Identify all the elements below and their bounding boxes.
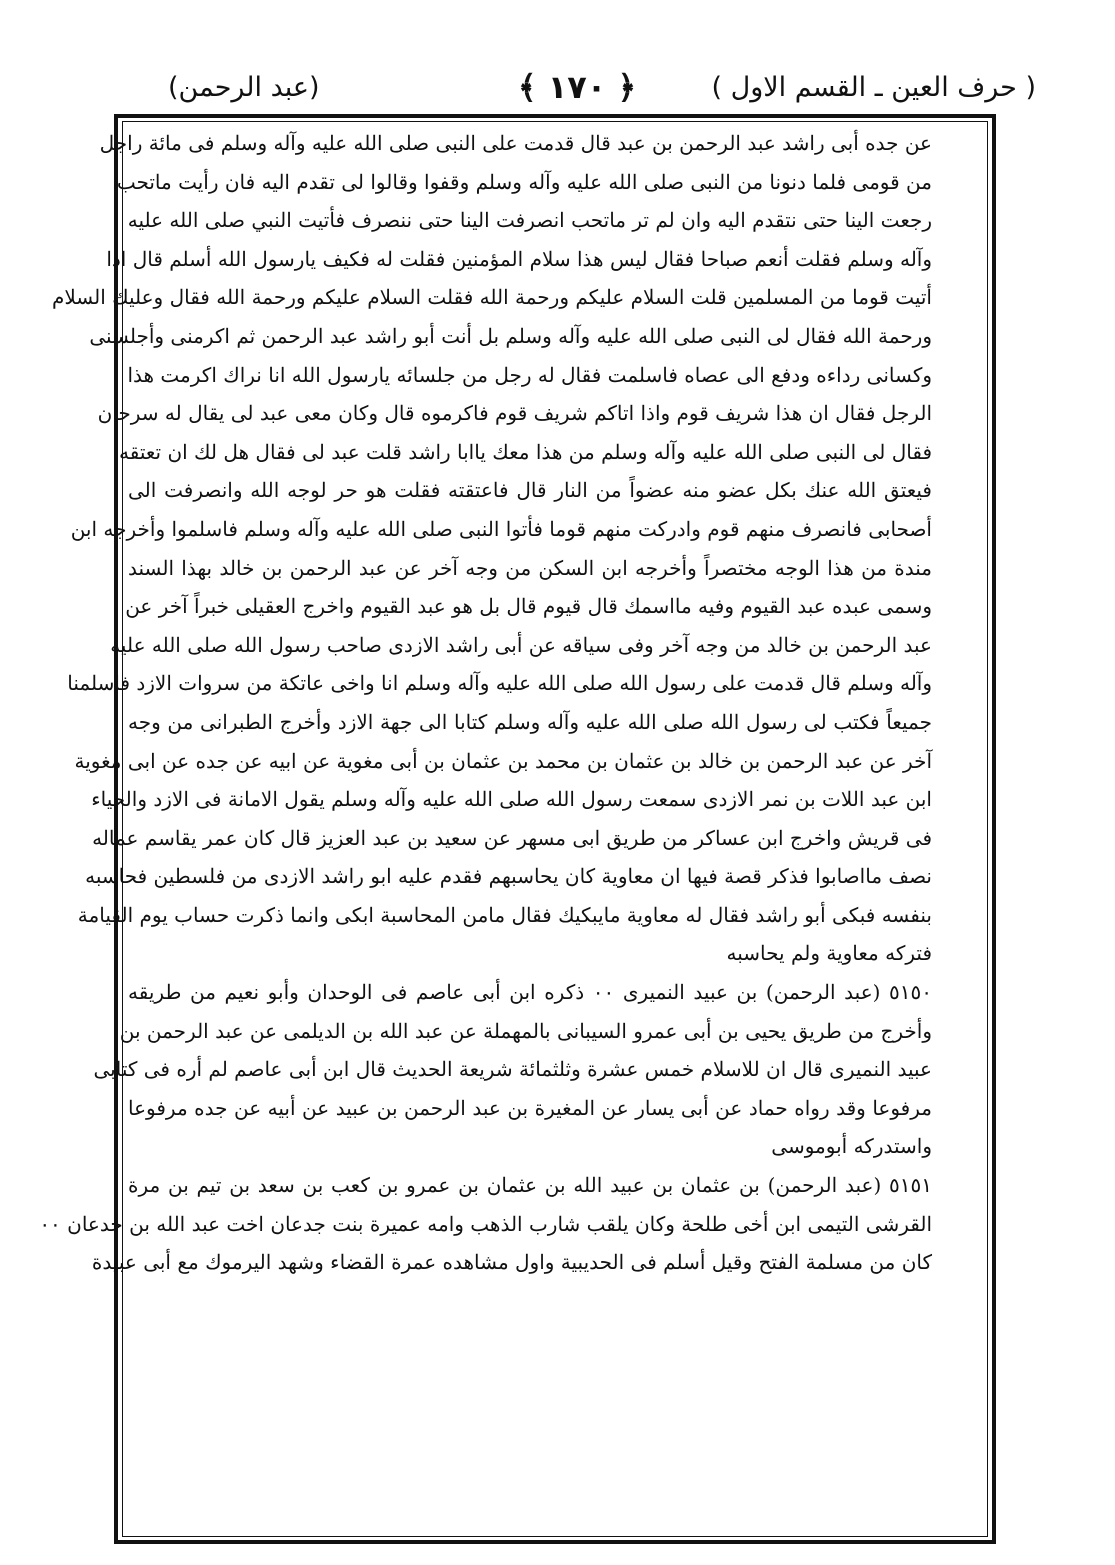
text-line: جميعاً فكتب لى رسول الله صلى الله عليه وآله وسلم كتابا الى جهة الازد وأخرج الطبرانى من وجه — [128, 709, 932, 734]
text-line: مرفوعا وقد رواه حماد عن أبى يسار عن المغيرة بن عبد الرحمن بن عبيد عن أبيه عن جده مرفوعا — [128, 1095, 932, 1120]
text-line: وأخرج من طريق يحيى بن أبى عمرو السيبانى بالمهملة عن عبد الله بن الديلمى عن عبد الرحمن بن — [119, 1018, 932, 1043]
text-line: الرجل فقال ان هذا شريف قوم واذا اتاكم شريف قوم فاكرموه قال وكان معى عبد لى يقال له سرحان — [97, 401, 932, 426]
text-line: آخر عن عبد الرحمن بن خالد بن عثمان بن محمد بن عثمان بن أبى مغوية عن ابيه عن جده عن ابى مغوية — [74, 748, 932, 773]
page-body — [39, 124, 933, 1529]
text-line: ورحمة الله فقال لى النبى صلى الله عليه وآله وسلم بل أنت أبو راشد عبد الرحمن ثم اكرمنى وأجلسنى — [89, 323, 932, 348]
text-line: أتيت قوما من المسلمين قلت السلام عليكم ورحمة الله فقلت السلام عليكم ورحمة الله فقال وعليك السلام — [51, 285, 932, 310]
running-head-entry: (عبد الرحمن) — [168, 72, 320, 103]
paragraph-end-line: فتركه معاوية ولم يحاسبه — [726, 941, 932, 966]
page-header — [118, 68, 1036, 112]
text-line: عن جده أبى راشد عبد الرحمن بن عبد قال قدمت على النبى صلى الله عليه وآله وسلم فى مائة راجل — [99, 131, 932, 155]
text-line: رجعت الينا حتى نتقدم اليه وان لم تر ماتحب انصرفت الينا حتى ننصرف فأتيت النبي صلى الله عليه — [127, 208, 932, 233]
text-line: بنفسه فبكى أبو راشد فقال له معاوية مايبكيك فقال مامن المحاسبة ابكى وانما ذكرت حساب يوم القيامة — [77, 902, 932, 927]
text-line: وسمى عبده عبد القيوم وفيه مااسمك قال قيوم قال بل هو عبد القيوم واخرج العقيلى خبراً آخر عن — [125, 594, 932, 619]
page-number: ﴿ ١٧٠ ﴾ — [517, 68, 637, 106]
text-line: ابن عبد اللات بن نمر الازدى سمعت رسول الله صلى الله عليه وآله وسلم يقول الامانة فى الازد والحياء — [91, 787, 932, 812]
paragraph-end-line: واستدركه أبوموسى — [771, 1134, 932, 1159]
text-line: نصف مااصابوا فذكر قصة فيها ان معاوية كان يحاسبهم فقدم عليه ابو راشد الازدى من فلسطين فحاسبه — [85, 864, 932, 889]
text-line: عبيد النميرى قال ان للاسلام خمس عشرة وثلثمائة شريعة الحديث قال ابن أبى عاصم لم أره فى كتابى — [93, 1057, 932, 1082]
running-head-section: ( حرف العين ـ القسم الاول ) — [711, 72, 1036, 103]
text-line: فقال لى النبى صلى الله عليه وآله وسلم من هذا معك ياابا راشد قلت عبد لى فقال هل لك ان تعتقه — [119, 439, 932, 464]
text-line: كان من مسلمة الفتح وقيل أسلم فى الحديبية واول مشاهده عمرة القضاء وشهد اليرموك مع أبى عبيدة — [91, 1250, 932, 1275]
entry-5151-heading-line: ٥١٥١ (عبد الرحمن) بن عثمان بن عبيد الله بن عثمان بن عمرو بن كعب بن سعد بن تيم بن مرة — [128, 1173, 932, 1198]
text-line: وآله وسلم قال قدمت على رسول الله صلى الله عليه وآله وسلم انا واخى عاتكة من سروات الازد فاسلمنا — [67, 671, 932, 696]
entry-5150-heading-line: ٥١٥٠ (عبد الرحمن) بن عبيد النميرى ٠٠ ذكره ابن أبى عاصم فى الوحدان وأبو نعيم من طريقه — [128, 980, 933, 1005]
text-line: فيعتق الله عنك بكل عضو منه عضواً من النار قال فاعتقته فقلت هو حر لوجه الله وانصرفت الى — [128, 478, 932, 503]
text-line: من قومى فلما دنونا من النبى صلى الله عليه وآله وسلم وقفوا وقالوا لى تقدم اليه فان رأيت ماتحب — [116, 169, 932, 194]
text-line: القرشى التيمى ابن أخى طلحة وكان يلقب شارب الذهب وامه عميرة بنت جدعان اخت عبد الله بن جدعان ٠٠ — [39, 1211, 932, 1236]
text-line: وآله وسلم فقلت أنعم صباحا فقال ليس هذا سلام المؤمنين فقلت له فكيف يارسول الله أسلم قال اذا — [106, 246, 932, 271]
text-line: أصحابى فانصرف منهم قوم وادركت منهم قوما فأتوا النبى صلى الله عليه وآله وسلم فاسلموا وأخرجه ابن — [70, 516, 932, 541]
text-line: مندة من هذا الوجه مختصراً وأخرجه ابن السكن من وجه آخر عن عبد الرحمن بن خالد بهذا السند — [128, 555, 932, 580]
text-line: وكسانى رداءه ودفع الى عصاه فاسلمت فقال له رجل من جلسائه يارسول الله انا نراك اكرمت هذا — [127, 362, 932, 387]
text-line: فى قريش واخرج ابن عساكر من طريق ابى مسهر عن سعيد بن عبد العزيز قال كان عمر يقاسم عماله — [92, 825, 932, 850]
text-line: عبد الرحمن بن خالد من وجه آخر وفى سياقه عن أبى راشد الازدى صاحب رسول الله صلى الله عليه — [110, 632, 932, 657]
